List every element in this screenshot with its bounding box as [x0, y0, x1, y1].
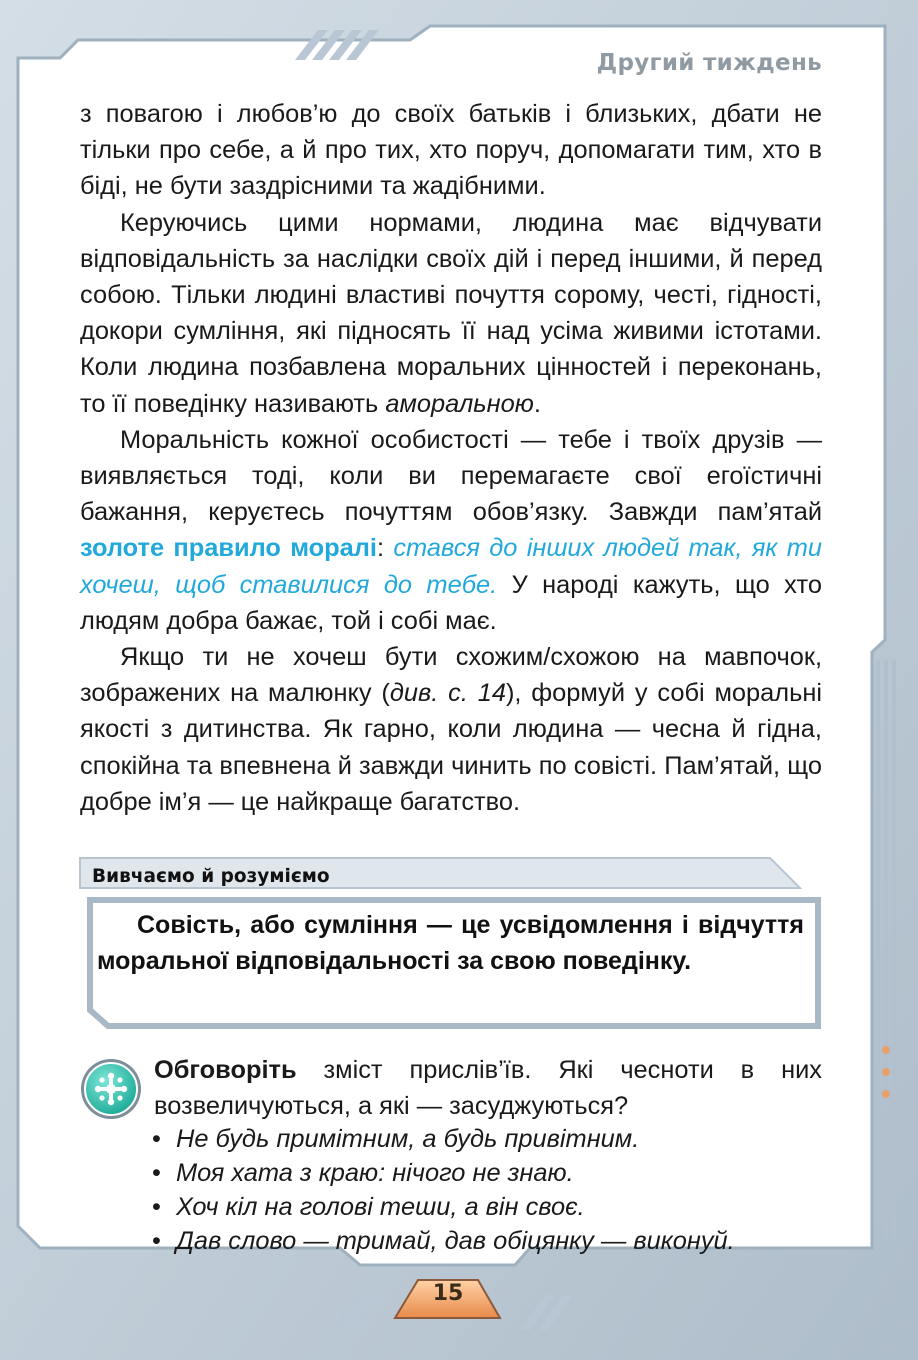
learn-box-title: Вивчаємо й розуміємо — [92, 866, 330, 887]
paragraph-4-end: ), формуй у собі моральні якості з дитинства. Як гарно, коли людина — чесна й гідна, спокійна та впевнена й завжди чинить по совісті. Пам’ятай, що добре ім’я — це найкраще багатство. — [80, 679, 822, 816]
chapter-header: Другий тиждень — [596, 50, 822, 76]
paragraph-4-start: Якщо ти не хочеш бути схожим/схожою на мавпочок, зображених на малюнку ( — [80, 643, 822, 708]
main-text — [80, 96, 822, 820]
proverb-text: Дав слово — тримай, дав обіцянку — виконуй. — [176, 1227, 735, 1255]
list-item — [152, 1224, 735, 1258]
golden-rule-colon: : — [376, 534, 394, 563]
discussion-group-icon — [80, 1058, 142, 1120]
proverb-text: Моя хата з краю: нічого не знаю. — [176, 1159, 574, 1187]
paragraph-2-text: Керуючись цими нормами, людина має відчувати відповідальність за наслідки своїх дій і перед іншими, й перед собою. Тільки людині властиві почуття сорому, честі, гідності, докори сумління, які підносять її над усіма живими істотами. Коли людина позбавлена моральних цінностей і переконань, то її поведінку називають — [80, 208, 822, 418]
conscience-definition — [97, 908, 804, 979]
proverb-text: Не будь примітним, а будь привітним. — [176, 1125, 640, 1153]
bullet: • — [152, 1125, 161, 1153]
proverbs-list — [152, 1122, 735, 1258]
amoral-term: аморальною — [385, 389, 534, 418]
golden-rule-text: стався до інших людей так, як ти хочеш, щоб ставилися до тебе. — [80, 534, 822, 599]
definition-text: Совість, або сумління — це усвідомлення і відчуття моральної відповідальності за свою поведінку. — [97, 911, 804, 975]
paragraph-4 — [80, 639, 822, 820]
paragraph-1: з повагою і любов’ю до своїх батьків і близьких, дбати не тільки про себе, а й про тих, хто поруч, допомагати тим, хто в біді, не бути заздрісними та жадібними. — [80, 100, 822, 201]
bullet: • — [152, 1227, 161, 1255]
side-stripes-decoration — [876, 660, 896, 1240]
discussion-task — [154, 1052, 822, 1124]
paragraph-3 — [80, 422, 822, 639]
list-item — [152, 1156, 735, 1190]
page-reference: див. с. 14 — [389, 679, 506, 708]
list-item — [152, 1190, 735, 1224]
list-item — [152, 1122, 735, 1156]
paragraph-3-end: У народі кажуть, що хто людям добра бажає, той і собі має. — [80, 570, 823, 635]
paragraph-3-text: Моральність кожної особистості — тебе і твоїх друзів — виявляється тоді, коли ви перемагаєте свої егоїстичні бажання, керуєтесь почуттям обов’язку. Завжди пам’ятай — [80, 425, 822, 527]
proverb-text: Хоч кіл на голові теши, а він своє. — [176, 1193, 585, 1221]
golden-rule-term: золоте правило моралі — [80, 534, 377, 563]
paragraph-2 — [80, 205, 822, 422]
page-number: 15 — [432, 1281, 464, 1306]
discuss-text: зміст прислів’їв. Які чесноти в них возвеличуються, а які — засуджуються? — [154, 1056, 822, 1120]
paragraph-2-end: . — [533, 389, 541, 418]
bullet: • — [152, 1193, 161, 1221]
bullet: • — [152, 1159, 161, 1187]
discuss-verb: Обговоріть — [154, 1056, 297, 1084]
